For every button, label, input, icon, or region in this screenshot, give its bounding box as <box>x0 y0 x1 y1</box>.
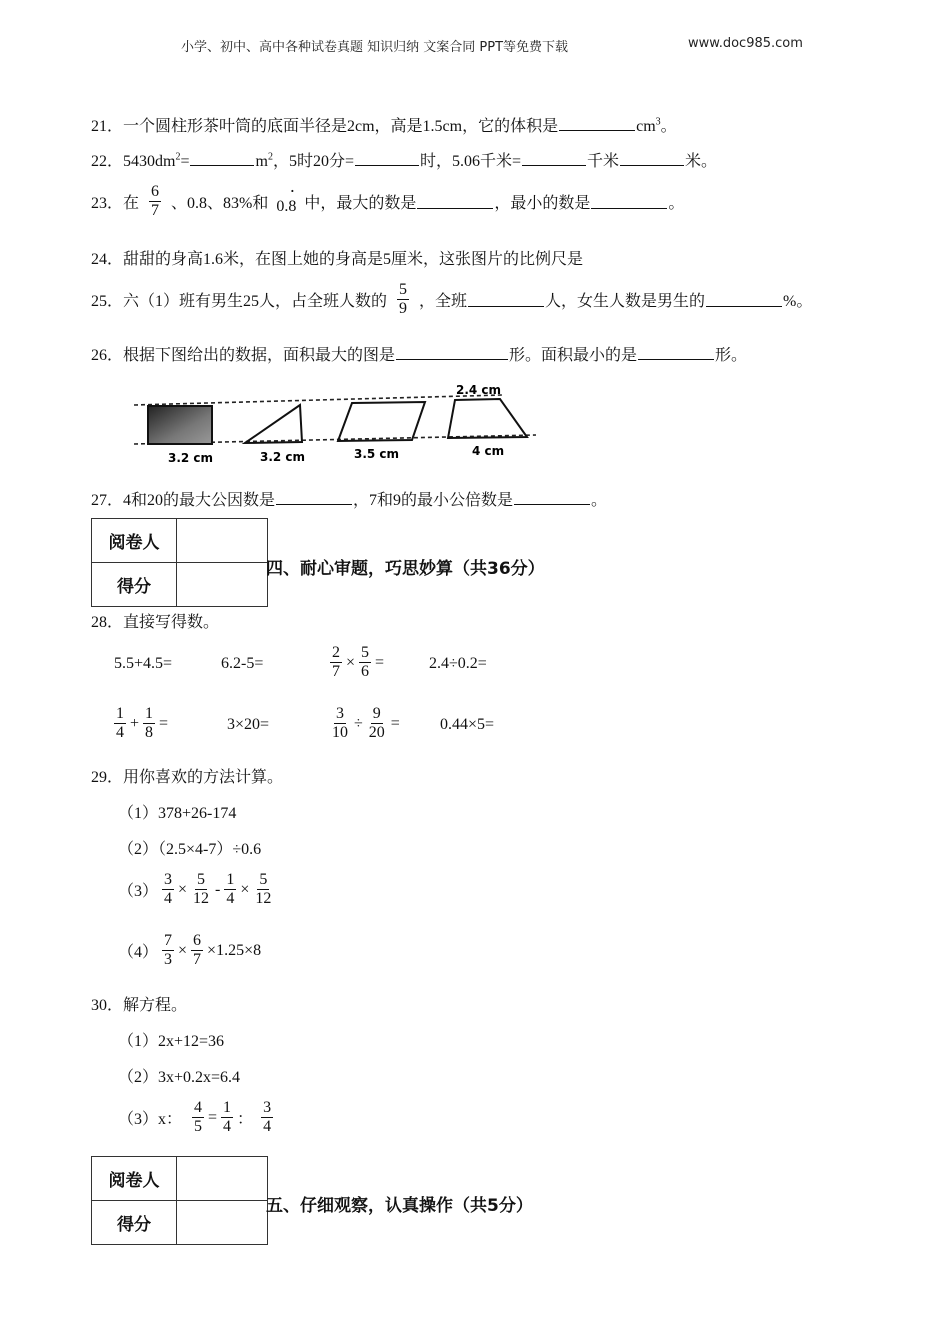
numerator: 2 <box>332 644 340 661</box>
answer-blank[interactable] <box>468 292 544 307</box>
numerator: 3 <box>263 1099 272 1116</box>
operator: × <box>178 941 188 959</box>
fraction <box>149 183 161 220</box>
q26-text-3: 形。 <box>715 347 748 364</box>
q21-unit: cm <box>636 118 656 135</box>
numerator: 5 <box>361 644 370 661</box>
answer-blank[interactable] <box>355 151 419 166</box>
denominator: 4 <box>263 1118 272 1135</box>
numerator: 6 <box>151 183 160 200</box>
question-28-title: 28．直接写得数。 <box>91 614 220 631</box>
denominator: 3 <box>164 951 173 968</box>
operator: × <box>346 653 356 671</box>
expression: 2.4÷0.2= <box>429 655 487 672</box>
question-24: 24．甜甜的身高1.6米，在图上她的身高是5厘米，这张图片的比例尺是 <box>91 251 584 268</box>
answer-blank[interactable] <box>706 292 782 307</box>
score-cell[interactable] <box>177 1201 268 1245</box>
denominator: 12 <box>255 890 272 907</box>
fraction <box>330 644 342 681</box>
numerator: 4 <box>194 1099 203 1116</box>
parallelogram-shape <box>338 402 425 441</box>
section-5-title: 五、仔细观察，认真操作（共5分） <box>266 1196 533 1216</box>
equals: = <box>375 653 385 671</box>
expression: 3×20= <box>227 716 270 733</box>
triangle-shape <box>245 405 302 443</box>
q21-text: 21．一个圆柱形茶叶筒的底面半径是2cm，高是1.5cm，它的体积是 <box>91 118 559 135</box>
fraction <box>221 1099 233 1136</box>
score-label: 得分 <box>92 563 177 607</box>
operator: ÷ <box>354 714 363 732</box>
q29-part-2: （2）（2.5×4-7）÷0.6 <box>118 841 262 858</box>
fraction <box>143 705 155 742</box>
denominator: 20 <box>368 724 385 741</box>
denominator: 5 <box>194 1118 203 1135</box>
trapezoid-shape <box>448 399 527 438</box>
fraction <box>397 281 409 318</box>
fraction <box>253 871 273 908</box>
q26-text: 26．根据下图给出的数据，面积最大的图是 <box>91 347 396 364</box>
answer-blank[interactable] <box>638 345 714 360</box>
q30-part-3 <box>118 1099 277 1136</box>
q29-part-3 <box>118 871 277 908</box>
score-cell[interactable] <box>177 563 268 607</box>
fraction <box>330 705 350 742</box>
fraction <box>162 932 174 969</box>
numerator: 1 <box>223 1099 232 1116</box>
question-26 <box>91 342 747 365</box>
q22-unit: m <box>255 153 268 170</box>
header-left: 小学、初中、高中各种试卷真题 知识归纳 文案合同 PPT等免费下载 <box>181 40 569 55</box>
fraction <box>192 1099 204 1136</box>
equals: = <box>159 714 169 732</box>
q22-sup-2: 2 <box>267 151 273 163</box>
header-url[interactable]: www.doc985.com <box>688 36 803 51</box>
q21-sup: 3 <box>655 116 661 128</box>
q22-eq: = <box>180 153 190 170</box>
section-4-title: 四、耐心审题，巧思妙算（共36分） <box>266 559 545 579</box>
label-trapezoid: 4 cm <box>472 444 505 458</box>
operator: + <box>130 714 140 732</box>
q25-text-4: %。 <box>783 293 813 310</box>
numerator: 1 <box>226 871 235 888</box>
q22-text-3: 时，5.06千米= <box>419 153 521 170</box>
q23-text-3: 中，最大的数是 <box>304 195 417 212</box>
answer-blank[interactable] <box>190 151 254 166</box>
repeat-dot: · <box>289 180 296 201</box>
denominator: 8 <box>145 724 154 741</box>
q21-end: 。 <box>660 118 677 135</box>
numerator: 3 <box>336 705 344 722</box>
part-label: （4） <box>118 944 159 961</box>
q22-sup: 2 <box>175 151 181 163</box>
q23-text: 23．在 <box>91 195 140 212</box>
answer-blank[interactable] <box>276 490 352 505</box>
denominator: 4 <box>223 1118 232 1135</box>
label-triangle: 3.2 cm <box>260 450 306 464</box>
q22-text-2: ，5时20分= <box>272 153 354 170</box>
denominator: 12 <box>193 890 210 907</box>
numerator: 7 <box>164 932 173 949</box>
q22-text-4: 千米 <box>587 153 620 170</box>
denominator: 4 <box>226 890 235 907</box>
operator: × <box>178 880 188 898</box>
answer-blank[interactable] <box>396 345 508 360</box>
fraction <box>261 1099 273 1136</box>
expression: 6.2-5= <box>221 655 264 672</box>
expression <box>110 705 168 742</box>
answer-blank[interactable] <box>620 151 684 166</box>
label-parallelogram: 3.5 cm <box>354 447 400 461</box>
expression <box>326 705 400 742</box>
q27-text-3: 。 <box>591 492 608 509</box>
q23-text-5: 。 <box>668 195 685 212</box>
q25-text: 25．六（1）班有男生25人，占全班人数的 <box>91 293 388 310</box>
numerator: 5 <box>259 871 268 888</box>
label-square: 3.2 cm <box>168 451 214 465</box>
denominator: 9 <box>399 300 408 317</box>
question-30-title: 30．解方程。 <box>91 997 188 1014</box>
q30-part-1: （1）2x+12=36 <box>118 1033 225 1050</box>
part-label: （3）x： <box>118 1111 183 1128</box>
numerator: 1 <box>116 705 124 722</box>
operator: - <box>215 880 221 898</box>
denominator: 4 <box>164 890 173 907</box>
repeating-value: 0.8 <box>276 197 297 215</box>
fraction <box>224 871 236 908</box>
question-25 <box>91 281 812 318</box>
fraction <box>367 705 387 742</box>
reviewer-cell[interactable] <box>177 519 268 563</box>
answer-blank[interactable] <box>559 116 635 131</box>
expression: 5.5+4.5= <box>114 655 173 672</box>
shapes-figure <box>130 372 550 468</box>
top-dashed-line <box>134 395 502 405</box>
denominator: 4 <box>116 724 124 741</box>
answer-blank[interactable] <box>522 151 586 166</box>
expression-rest: ×1.25×8 <box>207 941 262 959</box>
numerator: 6 <box>193 932 202 949</box>
score-table <box>91 1156 268 1245</box>
fraction <box>162 871 174 908</box>
q27-text-2: ，7和9的最小公倍数是 <box>353 492 514 509</box>
question-27 <box>91 487 607 510</box>
q22-text: 22．5430dm <box>91 153 176 170</box>
q26-text-2: 形。面积最小的是 <box>509 347 638 364</box>
question-29-title: 29．用你喜欢的方法计算。 <box>91 769 284 786</box>
q27-text: 27．4和20的最大公因数是 <box>91 492 276 509</box>
reviewer-label: 阅卷人 <box>92 519 177 563</box>
denominator: 6 <box>361 663 370 680</box>
square-shape <box>148 406 212 444</box>
q29-part-1: （1）378+26-174 <box>118 805 237 822</box>
numerator: 5 <box>399 281 408 298</box>
fraction <box>191 932 203 969</box>
score-label: 得分 <box>92 1201 177 1245</box>
reviewer-cell[interactable] <box>177 1157 268 1201</box>
denominator: 7 <box>332 663 340 680</box>
part-label: （3） <box>118 883 159 900</box>
fraction <box>359 644 371 681</box>
expression <box>326 644 384 681</box>
answer-blank[interactable] <box>417 194 493 209</box>
q22-text-5: 米。 <box>685 153 718 170</box>
fraction <box>114 705 126 742</box>
q23-text-4: ，最小的数是 <box>494 195 591 212</box>
colon: ： <box>237 1111 254 1128</box>
question-23 <box>91 180 685 220</box>
numerator: 3 <box>164 871 173 888</box>
numerator: 9 <box>372 705 381 722</box>
answer-blank[interactable] <box>591 194 667 209</box>
repeating-decimal <box>276 180 297 216</box>
question-22 <box>91 148 717 171</box>
operator: × <box>240 880 250 898</box>
denominator: 7 <box>193 951 202 968</box>
q23-text-2: 、0.8、83%和 <box>171 195 269 212</box>
label-top: 2.4 cm <box>456 383 502 397</box>
equals: = <box>208 1108 218 1126</box>
q25-text-3: 人，女生人数是男生的 <box>545 293 706 310</box>
expression: 0.44×5= <box>440 716 495 733</box>
q30-part-2: （2）3x+0.2x=6.4 <box>118 1069 241 1086</box>
question-21 <box>91 113 677 136</box>
fraction <box>191 871 211 908</box>
denominator: 10 <box>332 724 348 741</box>
numerator: 5 <box>197 871 206 888</box>
q25-text-2: ，全班 <box>419 293 468 310</box>
denominator: 7 <box>151 202 160 219</box>
equals: = <box>390 714 400 732</box>
answer-blank[interactable] <box>514 490 590 505</box>
score-table <box>91 518 268 607</box>
numerator: 1 <box>145 705 154 722</box>
q29-part-4 <box>118 932 261 969</box>
reviewer-label: 阅卷人 <box>92 1157 177 1201</box>
